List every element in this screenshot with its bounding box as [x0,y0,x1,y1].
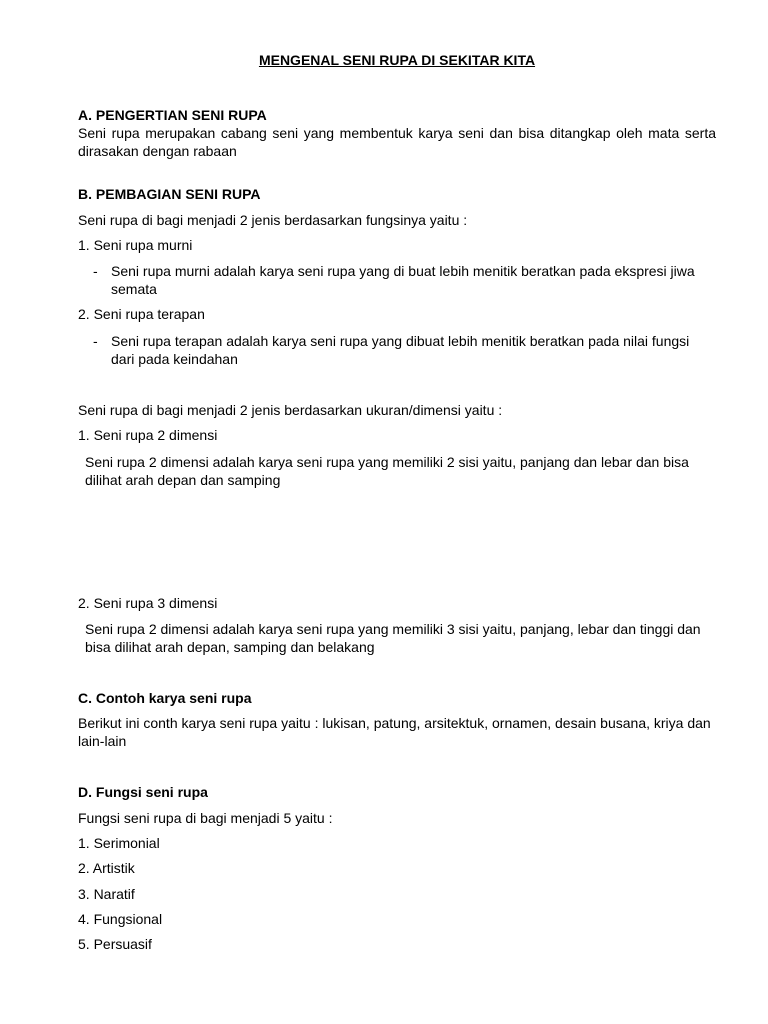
section-a-heading: A. PENGERTIAN SENI RUPA [78,107,267,123]
section-b-intro-ukuran: Seni rupa di bagi menjadi 2 jenis berdasarkan ukuran/dimensi yaitu : [78,402,503,418]
list-item: 1. Serimonial [78,835,160,851]
section-c-text: Berikut ini conth karya seni rupa yaitu : lukisan, patung, arsitektuk, ornamen, desain busana, kriya dan lain-lain [78,715,711,749]
list-item: 5. Persuasif [78,936,152,952]
list-item: 4. Fungsional [78,911,163,927]
section-b-dim2-text: Seni rupa 2 dimensi adalah karya seni rupa yang memiliki 3 sisi yaitu, panjang, lebar dan tinggi dan bisa dilihat arah depan, samping dan belakang [85,621,701,655]
section-b-dim2: 2. Seni rupa 3 dimensi [78,595,218,611]
bullet-dash: - [93,333,98,349]
document-title: MENGENAL SENI RUPA DI SEKITAR KITA [258,52,536,68]
section-b-item1: 1. Seni rupa murni [78,237,193,253]
section-c-heading: C. Contoh karya seni rupa [78,690,252,706]
bullet-dash: - [93,263,98,279]
section-b-dim1-text: Seni rupa 2 dimensi adalah karya seni rupa yang memiliki 2 sisi yaitu, panjang dan lebar dan bisa dilihat arah depan dan samping [85,454,689,488]
section-b-item1-bullet: Seni rupa murni adalah karya seni rupa yang di buat lebih menitik beratkan pada ekspresi jiwa semata [111,263,695,297]
list-item: 2. Artistik [78,860,135,876]
section-b-item2-bullet: Seni rupa terapan adalah karya seni rupa yang dibuat lebih menitik beratkan pada nilai fungsi dari pada keindahan [111,333,690,367]
section-b-item2: 2. Seni rupa terapan [78,306,205,322]
section-b-heading: B. PEMBAGIAN SENI RUPA [78,186,261,202]
list-item: 3. Naratif [78,886,135,902]
section-a-text: Seni rupa merupakan cabang seni yang membentuk karya seni dan bisa ditangkap oleh mata serta dirasakan dengan rabaan [78,125,716,159]
section-b-intro-fungsi: Seni rupa di bagi menjadi 2 jenis berdasarkan fungsinya yaitu : [78,212,468,228]
section-b-dim1: 1. Seni rupa 2 dimensi [78,427,218,443]
section-d-heading: D. Fungsi seni rupa [78,784,208,800]
section-d-intro: Fungsi seni rupa di bagi menjadi 5 yaitu : [78,810,333,826]
